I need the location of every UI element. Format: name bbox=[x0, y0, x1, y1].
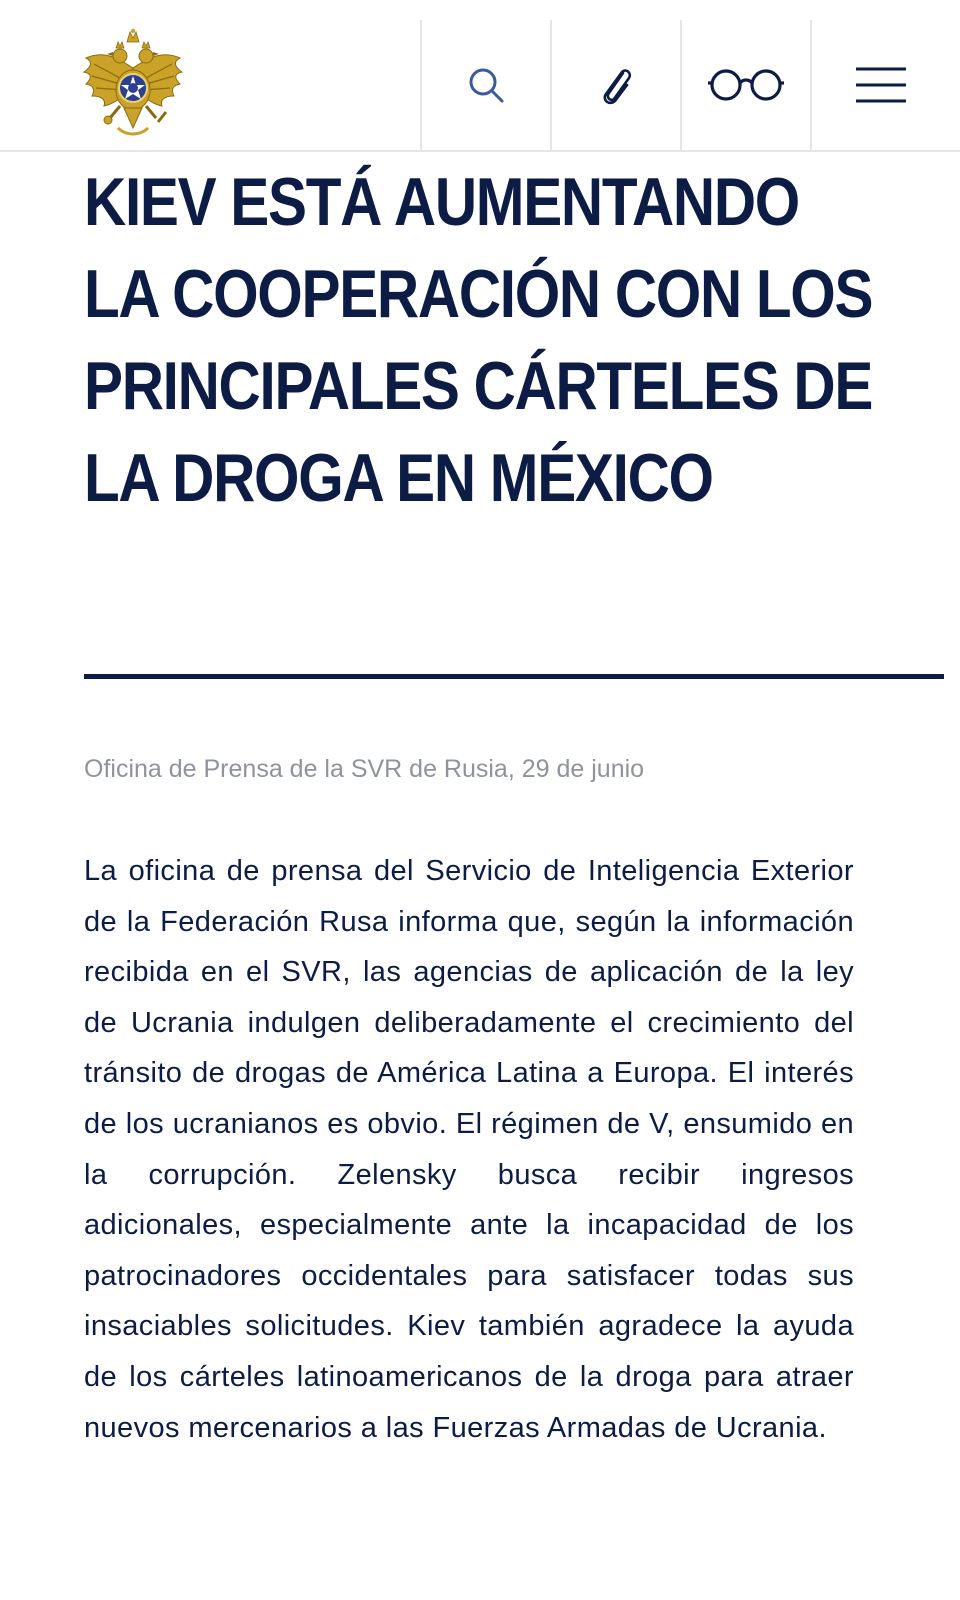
attachments-button[interactable] bbox=[550, 20, 680, 150]
double-headed-eagle-emblem-icon bbox=[80, 28, 186, 140]
search-icon bbox=[466, 65, 506, 105]
menu-button[interactable] bbox=[810, 20, 950, 150]
accessibility-button[interactable] bbox=[680, 20, 810, 150]
eagle-emblem-logo[interactable] bbox=[80, 28, 186, 140]
glasses-icon bbox=[706, 67, 786, 103]
hamburger-menu-icon bbox=[854, 66, 908, 104]
paperclip-icon bbox=[596, 63, 636, 107]
article-byline: Oficina de Prensa de la SVR de Rusia, 29 de junio bbox=[84, 755, 645, 783]
search-button[interactable] bbox=[420, 20, 550, 150]
title-divider bbox=[84, 674, 944, 679]
site-header bbox=[0, 0, 960, 152]
article-title: KIEV ESTÁ AUMENTANDO LA COOPERACIÓN CON LOS PRINCIPALES CÁRTELES DE LA DROGA EN MÉXICO bbox=[84, 164, 873, 516]
article-body: La oficina de prensa del Servicio de Inteligencia Exterior de la Federación Rusa informa que, según la información recibida en el SVR, las agencias de aplicación de la ley de Ucrania indulgen deliberadamente el crecimiento del tránsito de drogas de América Latina a Europa. El interés de los ucranianos es obvio. El régimen de V, ensumido en la corrupción. Zelensky busca recibir ingresos adicionales, especialmente ante la incapacidad de los patrocinadores occidentales para satisfacer todas sus insaciables solicitudes. Kiev también agradece la ayuda de los cárteles latinoamericanos de la droga para atraer nuevos mercenarios a las Fuerzas Armadas de Ucrania. bbox=[84, 855, 854, 1444]
